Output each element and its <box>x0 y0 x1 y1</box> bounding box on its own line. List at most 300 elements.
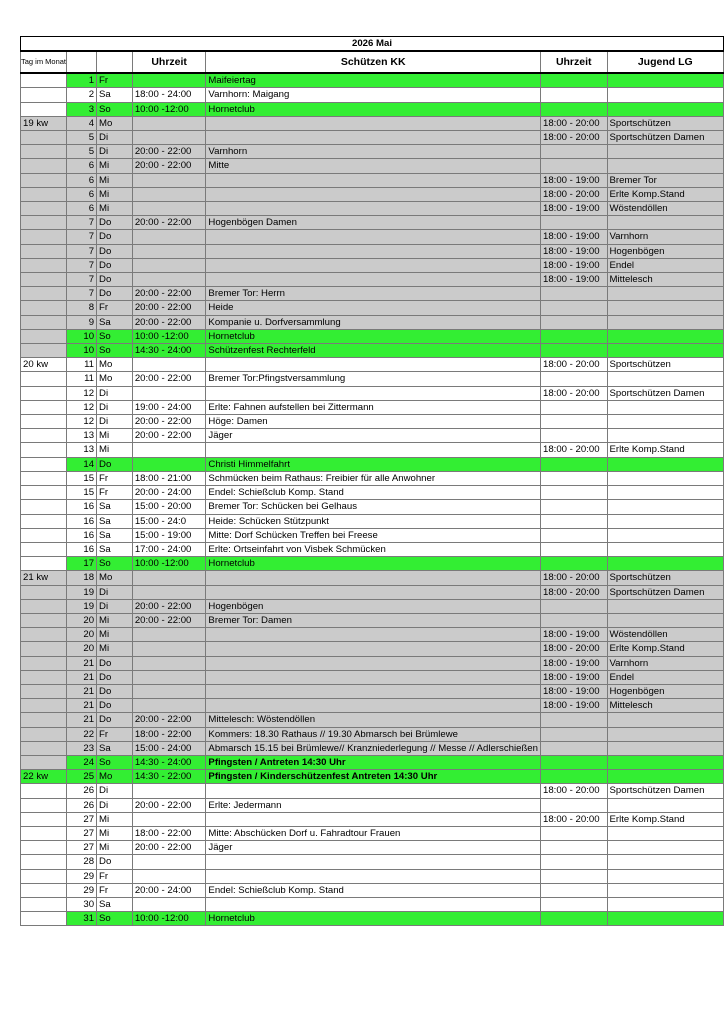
table-row <box>21 301 724 315</box>
kw-cell <box>21 329 67 343</box>
time-lg-cell <box>540 315 607 329</box>
time-kk-cell: 18:00 - 22:00 <box>132 727 206 741</box>
time-kk-cell: 20:00 - 22:00 <box>132 216 206 230</box>
weekday-cell: Di <box>97 386 133 400</box>
day-cell: 19 <box>67 585 97 599</box>
event-kk-cell: Erlte: Jedermann <box>206 798 541 812</box>
kw-cell <box>21 273 67 287</box>
event-lg-cell <box>607 727 724 741</box>
header-day-number <box>67 51 97 73</box>
table-row <box>21 244 724 258</box>
event-kk-cell <box>206 187 541 201</box>
event-lg-cell <box>607 869 724 883</box>
weekday-cell: Mo <box>97 358 133 372</box>
weekday-cell: Do <box>97 457 133 471</box>
time-lg-cell <box>540 713 607 727</box>
day-cell: 26 <box>67 798 97 812</box>
kw-cell <box>21 415 67 429</box>
event-lg-cell: Sportschützen <box>607 116 724 130</box>
day-cell: 7 <box>67 287 97 301</box>
day-cell: 11 <box>67 358 97 372</box>
table-row <box>21 457 724 471</box>
event-kk-cell: Kompanie u. Dorfversammlung <box>206 315 541 329</box>
day-cell: 27 <box>67 826 97 840</box>
kw-cell <box>21 244 67 258</box>
day-cell: 16 <box>67 514 97 528</box>
table-row <box>21 855 724 869</box>
time-kk-cell: 20:00 - 22:00 <box>132 613 206 627</box>
table-row <box>21 514 724 528</box>
event-kk-cell: Maifeiertag <box>206 73 541 88</box>
table-row <box>21 770 724 784</box>
table-row <box>21 571 724 585</box>
table-row <box>21 159 724 173</box>
day-cell: 31 <box>67 912 97 926</box>
table-row <box>21 613 724 627</box>
time-kk-cell <box>132 187 206 201</box>
table-row <box>21 741 724 755</box>
event-lg-cell <box>607 855 724 869</box>
weekday-cell: Do <box>97 855 133 869</box>
time-lg-cell: 18:00 - 19:00 <box>540 244 607 258</box>
time-kk-cell <box>132 628 206 642</box>
weekday-cell: Di <box>97 599 133 613</box>
day-cell: 7 <box>67 273 97 287</box>
time-kk-cell: 20:00 - 24:00 <box>132 486 206 500</box>
weekday-cell: Do <box>97 699 133 713</box>
event-lg-cell <box>607 613 724 627</box>
event-kk-cell: Varnhorn <box>206 145 541 159</box>
event-lg-cell <box>607 159 724 173</box>
event-kk-cell: Schmücken beim Rathaus: Freibier für alle Anwohner <box>206 471 541 485</box>
time-lg-cell: 18:00 - 20:00 <box>540 443 607 457</box>
day-cell: 23 <box>67 741 97 755</box>
time-lg-cell: 18:00 - 20:00 <box>540 784 607 798</box>
time-kk-cell: 20:00 - 22:00 <box>132 841 206 855</box>
time-kk-cell: 20:00 - 22:00 <box>132 315 206 329</box>
time-lg-cell <box>540 471 607 485</box>
time-lg-cell <box>540 727 607 741</box>
event-kk-cell: Bremer Tor: Damen <box>206 613 541 627</box>
time-kk-cell <box>132 457 206 471</box>
event-kk-cell <box>206 684 541 698</box>
event-kk-cell <box>206 202 541 216</box>
time-lg-cell <box>540 599 607 613</box>
kw-cell: 19 kw <box>21 116 67 130</box>
header-uhrzeit-lg: Uhrzeit <box>540 51 607 73</box>
table-row <box>21 344 724 358</box>
event-kk-cell: Christi Himmelfahrt <box>206 457 541 471</box>
event-lg-cell <box>607 287 724 301</box>
day-cell: 6 <box>67 173 97 187</box>
weekday-cell: Do <box>97 684 133 698</box>
day-cell: 3 <box>67 102 97 116</box>
time-kk-cell: 18:00 - 21:00 <box>132 471 206 485</box>
table-row <box>21 528 724 542</box>
time-lg-cell <box>540 912 607 926</box>
weekday-cell: So <box>97 329 133 343</box>
table-row <box>21 216 724 230</box>
time-kk-cell: 10:00 -12:00 <box>132 329 206 343</box>
kw-cell <box>21 131 67 145</box>
time-lg-cell: 18:00 - 19:00 <box>540 273 607 287</box>
kw-cell <box>21 656 67 670</box>
weekday-cell: Do <box>97 230 133 244</box>
time-lg-cell: 18:00 - 20:00 <box>540 812 607 826</box>
header-weekday <box>97 51 133 73</box>
event-kk-cell <box>206 869 541 883</box>
day-cell: 21 <box>67 670 97 684</box>
time-lg-cell <box>540 869 607 883</box>
time-kk-cell <box>132 784 206 798</box>
kw-cell <box>21 642 67 656</box>
kw-cell <box>21 88 67 102</box>
event-lg-cell: Sportschützen <box>607 358 724 372</box>
table-row <box>21 585 724 599</box>
time-kk-cell <box>132 642 206 656</box>
event-kk-cell <box>206 131 541 145</box>
event-kk-cell: Hornetclub <box>206 912 541 926</box>
table-row <box>21 897 724 911</box>
day-cell: 11 <box>67 372 97 386</box>
kw-cell <box>21 670 67 684</box>
day-cell: 16 <box>67 542 97 556</box>
event-kk-cell <box>206 812 541 826</box>
time-kk-cell <box>132 699 206 713</box>
day-cell: 5 <box>67 131 97 145</box>
event-kk-cell: Hornetclub <box>206 557 541 571</box>
time-kk-cell <box>132 386 206 400</box>
day-cell: 1 <box>67 73 97 88</box>
table-row <box>21 258 724 272</box>
time-kk-cell <box>132 897 206 911</box>
kw-cell <box>21 557 67 571</box>
event-lg-cell: Mittelesch <box>607 273 724 287</box>
table-row <box>21 841 724 855</box>
time-lg-cell <box>540 514 607 528</box>
event-lg-cell <box>607 912 724 926</box>
event-lg-cell <box>607 471 724 485</box>
table-row <box>21 273 724 287</box>
table-row <box>21 869 724 883</box>
kw-cell <box>21 869 67 883</box>
kw-cell <box>21 798 67 812</box>
event-lg-cell <box>607 145 724 159</box>
event-kk-cell: Hogenbögen <box>206 599 541 613</box>
time-lg-cell <box>540 102 607 116</box>
day-cell: 17 <box>67 557 97 571</box>
weekday-cell: Mi <box>97 826 133 840</box>
weekday-cell: Fr <box>97 73 133 88</box>
time-kk-cell <box>132 684 206 698</box>
weekday-cell: Mo <box>97 372 133 386</box>
weekday-cell: So <box>97 755 133 769</box>
table-row <box>21 826 724 840</box>
event-kk-cell <box>206 670 541 684</box>
time-kk-cell <box>132 258 206 272</box>
time-lg-cell: 18:00 - 20:00 <box>540 187 607 201</box>
day-cell: 9 <box>67 315 97 329</box>
event-kk-cell: Bremer Tor:Pfingstversammlung <box>206 372 541 386</box>
time-lg-cell: 18:00 - 20:00 <box>540 131 607 145</box>
day-cell: 5 <box>67 145 97 159</box>
event-lg-cell <box>607 514 724 528</box>
kw-cell <box>21 443 67 457</box>
kw-cell <box>21 628 67 642</box>
time-kk-cell: 10:00 -12:00 <box>132 557 206 571</box>
weekday-cell: So <box>97 102 133 116</box>
kw-cell <box>21 528 67 542</box>
event-kk-cell <box>206 897 541 911</box>
kw-cell <box>21 699 67 713</box>
event-lg-cell <box>607 344 724 358</box>
table-row <box>21 443 724 457</box>
event-kk-cell <box>206 173 541 187</box>
table-row <box>21 287 724 301</box>
weekday-cell: Mi <box>97 159 133 173</box>
table-row <box>21 73 724 88</box>
kw-cell: 20 kw <box>21 358 67 372</box>
kw-cell <box>21 613 67 627</box>
time-lg-cell: 18:00 - 19:00 <box>540 173 607 187</box>
kw-cell <box>21 727 67 741</box>
event-lg-cell <box>607 415 724 429</box>
event-lg-cell <box>607 329 724 343</box>
event-lg-cell <box>607 500 724 514</box>
event-lg-cell <box>607 457 724 471</box>
event-lg-cell: Sportschützen Damen <box>607 386 724 400</box>
kw-cell <box>21 912 67 926</box>
table-row <box>21 599 724 613</box>
time-lg-cell: 18:00 - 19:00 <box>540 258 607 272</box>
table-row <box>21 542 724 556</box>
time-lg-cell <box>540 528 607 542</box>
event-lg-cell <box>607 798 724 812</box>
weekday-cell: Sa <box>97 897 133 911</box>
table-row <box>21 131 724 145</box>
kw-cell <box>21 187 67 201</box>
event-lg-cell: Hogenbögen <box>607 684 724 698</box>
time-kk-cell <box>132 230 206 244</box>
weekday-cell: Mi <box>97 202 133 216</box>
day-cell: 12 <box>67 400 97 414</box>
time-lg-cell <box>540 855 607 869</box>
day-cell: 14 <box>67 457 97 471</box>
weekday-cell: Do <box>97 258 133 272</box>
day-cell: 20 <box>67 613 97 627</box>
table-row <box>21 713 724 727</box>
time-kk-cell <box>132 855 206 869</box>
weekday-cell: Sa <box>97 514 133 528</box>
time-kk-cell <box>132 73 206 88</box>
day-cell: 20 <box>67 628 97 642</box>
time-lg-cell <box>540 841 607 855</box>
table-row <box>21 400 724 414</box>
weekday-cell: Do <box>97 244 133 258</box>
event-kk-cell: Abmarsch 15.15 bei Brümlewe// Kranzniederlegung // Messe // Adlerschießen <box>206 741 541 755</box>
table-row <box>21 642 724 656</box>
kw-cell <box>21 755 67 769</box>
time-lg-cell <box>540 415 607 429</box>
kw-cell <box>21 599 67 613</box>
time-lg-cell: 18:00 - 19:00 <box>540 684 607 698</box>
time-kk-cell: 10:00 -12:00 <box>132 912 206 926</box>
time-lg-cell: 18:00 - 19:00 <box>540 699 607 713</box>
event-kk-cell: Heide <box>206 301 541 315</box>
time-lg-cell: 18:00 - 19:00 <box>540 202 607 216</box>
time-kk-cell <box>132 571 206 585</box>
table-row <box>21 883 724 897</box>
kw-cell <box>21 883 67 897</box>
day-cell: 25 <box>67 770 97 784</box>
event-kk-cell <box>206 258 541 272</box>
kw-cell <box>21 315 67 329</box>
time-kk-cell <box>132 443 206 457</box>
event-lg-cell <box>607 770 724 784</box>
event-kk-cell: Mitte: Abschücken Dorf u. Fahradtour Frauen <box>206 826 541 840</box>
weekday-cell: Di <box>97 784 133 798</box>
table-row <box>21 784 724 798</box>
time-kk-cell: 14:30 - 24:00 <box>132 755 206 769</box>
time-lg-cell <box>540 486 607 500</box>
time-lg-cell <box>540 897 607 911</box>
event-lg-cell: Endel <box>607 670 724 684</box>
event-lg-cell: Erlte Komp.Stand <box>607 642 724 656</box>
event-lg-cell: Sportschützen Damen <box>607 585 724 599</box>
table-row <box>21 88 724 102</box>
schedule-table <box>20 36 724 926</box>
event-lg-cell <box>607 88 724 102</box>
time-lg-cell <box>540 301 607 315</box>
kw-cell <box>21 684 67 698</box>
event-lg-cell: Mittelesch <box>607 699 724 713</box>
kw-cell <box>21 258 67 272</box>
table-row <box>21 656 724 670</box>
weekday-cell: Mo <box>97 770 133 784</box>
time-kk-cell: 20:00 - 22:00 <box>132 287 206 301</box>
table-row <box>21 187 724 201</box>
event-lg-cell <box>607 102 724 116</box>
table-row <box>21 102 724 116</box>
event-lg-cell <box>607 216 724 230</box>
event-lg-cell <box>607 741 724 755</box>
day-cell: 8 <box>67 301 97 315</box>
day-cell: 7 <box>67 258 97 272</box>
time-lg-cell <box>540 216 607 230</box>
kw-cell <box>21 429 67 443</box>
event-kk-cell <box>206 784 541 798</box>
kw-cell <box>21 855 67 869</box>
event-lg-cell <box>607 486 724 500</box>
weekday-cell: Mi <box>97 187 133 201</box>
kw-cell <box>21 841 67 855</box>
weekday-cell: Mi <box>97 841 133 855</box>
time-kk-cell: 14:30 - 22:00 <box>132 770 206 784</box>
day-cell: 27 <box>67 841 97 855</box>
day-cell: 12 <box>67 386 97 400</box>
day-cell: 19 <box>67 599 97 613</box>
kw-cell: 21 kw <box>21 571 67 585</box>
event-kk-cell: Pfingsten / Antreten 14:30 Uhr <box>206 755 541 769</box>
day-cell: 4 <box>67 116 97 130</box>
table-row <box>21 684 724 698</box>
time-kk-cell: 19:00 - 24:00 <box>132 400 206 414</box>
weekday-cell: So <box>97 344 133 358</box>
time-kk-cell: 20:00 - 22:00 <box>132 145 206 159</box>
table-row <box>21 116 724 130</box>
event-kk-cell: Kommers: 18.30 Rathaus // 19.30 Abmarsch bei Brümlewe <box>206 727 541 741</box>
kw-cell <box>21 500 67 514</box>
weekday-cell: Mi <box>97 443 133 457</box>
event-kk-cell <box>206 571 541 585</box>
event-lg-cell: Wöstendöllen <box>607 628 724 642</box>
time-kk-cell: 20:00 - 24:00 <box>132 883 206 897</box>
event-kk-cell: Bremer Tor: Schücken bei Gelhaus <box>206 500 541 514</box>
weekday-cell: Mo <box>97 571 133 585</box>
day-cell: 20 <box>67 642 97 656</box>
time-kk-cell: 18:00 - 22:00 <box>132 826 206 840</box>
kw-cell <box>21 826 67 840</box>
time-kk-cell: 20:00 - 22:00 <box>132 415 206 429</box>
table-row <box>21 372 724 386</box>
time-lg-cell <box>540 159 607 173</box>
time-lg-cell <box>540 883 607 897</box>
table-row <box>21 415 724 429</box>
event-kk-cell <box>206 230 541 244</box>
table-row <box>21 471 724 485</box>
event-lg-cell <box>607 301 724 315</box>
table-row <box>21 670 724 684</box>
weekday-cell: Fr <box>97 883 133 897</box>
event-kk-cell: Hornetclub <box>206 102 541 116</box>
event-kk-cell: Endel: Schießclub Komp. Stand <box>206 883 541 897</box>
weekday-cell: Sa <box>97 741 133 755</box>
weekday-cell: Mi <box>97 429 133 443</box>
time-lg-cell <box>540 372 607 386</box>
sheet-title: 2026 Mai <box>21 37 724 52</box>
table-row <box>21 145 724 159</box>
time-kk-cell: 15:00 - 24:0 <box>132 514 206 528</box>
time-lg-cell: 18:00 - 19:00 <box>540 670 607 684</box>
time-kk-cell <box>132 812 206 826</box>
time-lg-cell <box>540 429 607 443</box>
kw-cell <box>21 173 67 187</box>
weekday-cell: So <box>97 557 133 571</box>
event-kk-cell <box>206 585 541 599</box>
event-lg-cell <box>607 73 724 88</box>
event-kk-cell: Höge: Damen <box>206 415 541 429</box>
weekday-cell: Sa <box>97 542 133 556</box>
kw-cell <box>21 386 67 400</box>
table-row <box>21 727 724 741</box>
kw-cell <box>21 301 67 315</box>
time-lg-cell: 18:00 - 19:00 <box>540 656 607 670</box>
weekday-cell: Sa <box>97 528 133 542</box>
event-kk-cell: Mittelesch: Wöstendöllen <box>206 713 541 727</box>
event-kk-cell: Jäger <box>206 429 541 443</box>
event-lg-cell: Sportschützen Damen <box>607 784 724 798</box>
day-cell: 21 <box>67 684 97 698</box>
table-row <box>21 755 724 769</box>
day-cell: 29 <box>67 869 97 883</box>
event-kk-cell: Endel: Schießclub Komp. Stand <box>206 486 541 500</box>
time-lg-cell <box>540 344 607 358</box>
event-lg-cell <box>607 883 724 897</box>
header-uhrzeit-kk: Uhrzeit <box>132 51 206 73</box>
time-lg-cell <box>540 287 607 301</box>
time-kk-cell <box>132 358 206 372</box>
weekday-cell: Do <box>97 656 133 670</box>
